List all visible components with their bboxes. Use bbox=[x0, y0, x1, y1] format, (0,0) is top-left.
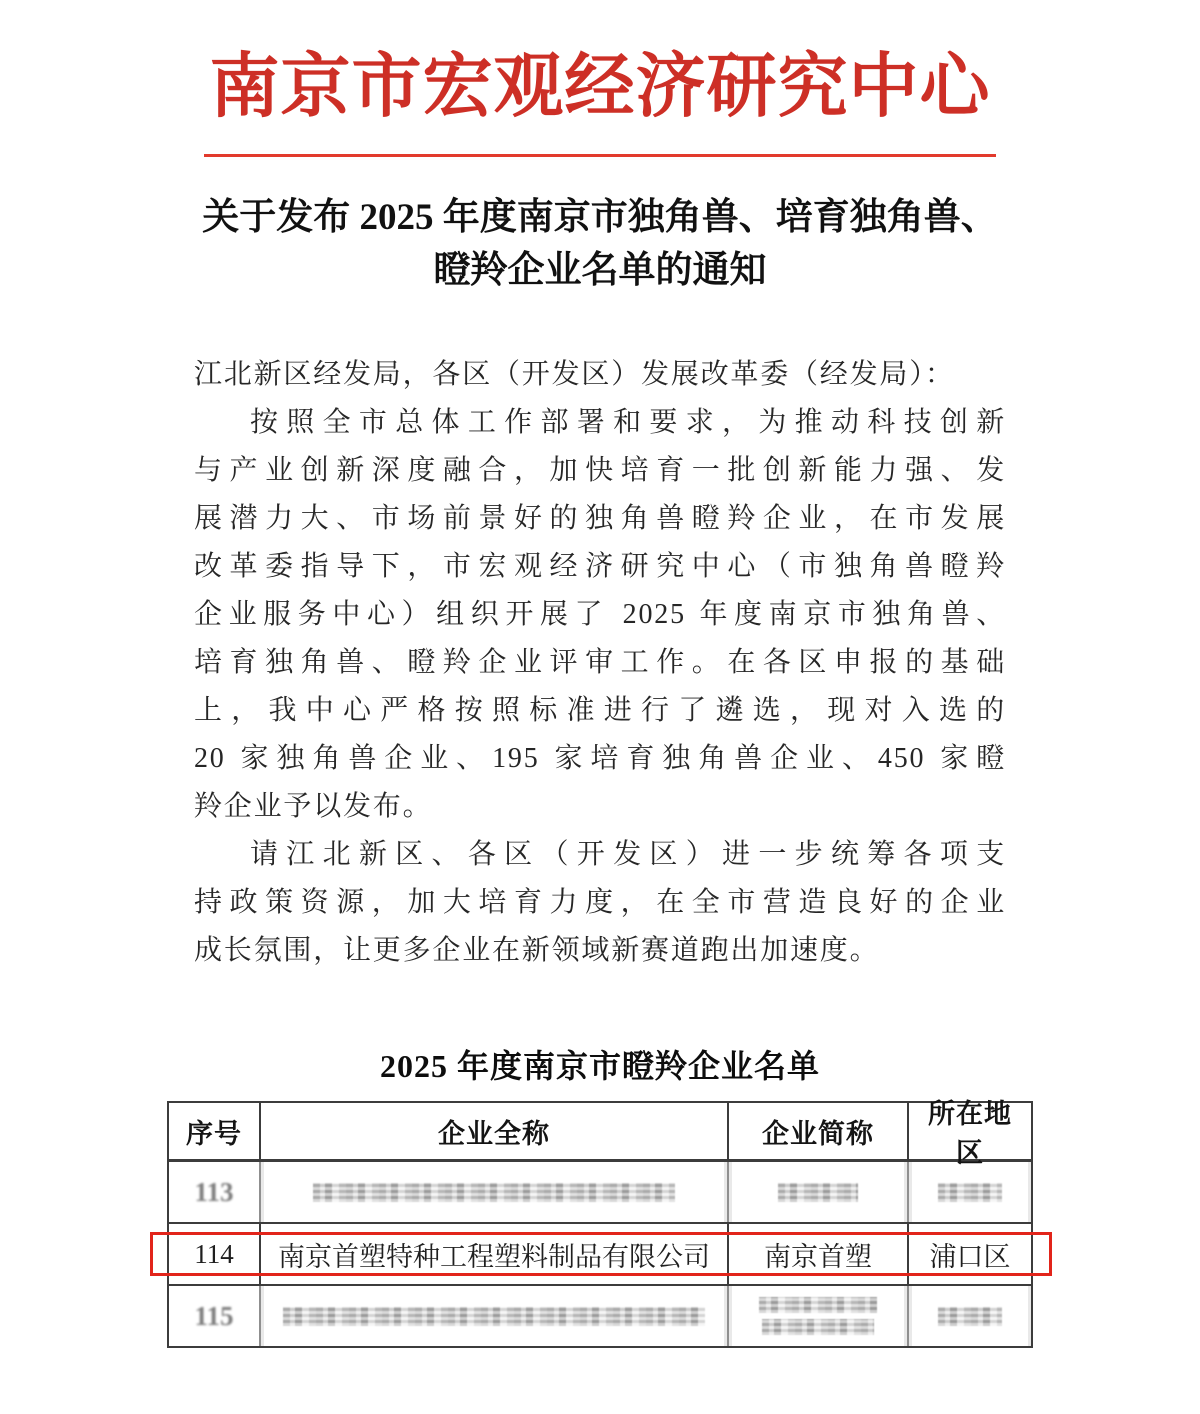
body-line: 按照全市总体工作部署和要求，为推动科技创新 bbox=[250, 407, 1006, 438]
notice-body bbox=[194, 351, 1006, 975]
row-113-short-redacted bbox=[727, 1162, 907, 1222]
document-title-line1: 关于发布 2025 年度南京市独角兽、培育独角兽、 bbox=[202, 197, 998, 238]
body-line: 20 家独角兽企业、195 家培育独角兽企业、450 家瞪 bbox=[194, 743, 1006, 774]
redacted-text-block bbox=[762, 1319, 874, 1335]
row-114-company: 南京首塑特种工程塑料制品有限公司 bbox=[259, 1224, 727, 1284]
body-line: 培育独角兽、瞪羚企业评审工作。在各区申报的基础 bbox=[194, 647, 1006, 678]
gazelle-company-table bbox=[167, 1101, 1033, 1348]
letterhead-divider-line bbox=[204, 154, 996, 157]
body-line: 成长氛围，让更多企业在新领域新赛道跑出加速度。 bbox=[194, 935, 880, 966]
document-title bbox=[150, 191, 1050, 297]
redacted-text-block bbox=[938, 1307, 1002, 1326]
letterhead-org-title: 南京市宏观经济研究中心 bbox=[209, 49, 991, 126]
redacted-text-stack bbox=[759, 1297, 877, 1335]
body-line: 上，我中心严格按照标准进行了遴选，现对入选的 bbox=[194, 695, 1006, 726]
row-113-district-redacted bbox=[907, 1162, 1031, 1222]
body-line: 改革委指导下，市宏观经济研究中心（市独角兽瞪羚 bbox=[194, 551, 1006, 582]
redacted-text-block bbox=[778, 1183, 858, 1202]
row-115-district-redacted bbox=[907, 1286, 1031, 1346]
table-header-row bbox=[169, 1099, 1031, 1168]
body-line: 与产业创新深度融合，加快培育一批创新能力强、发 bbox=[194, 455, 1006, 486]
row-115-company-redacted bbox=[259, 1286, 727, 1346]
row-113-company-redacted bbox=[259, 1162, 727, 1222]
body-line-salutation: 江北新区经发局，各区（开发区）发展改革委（经发局）： bbox=[194, 359, 955, 390]
row-115-short-redacted bbox=[727, 1286, 907, 1346]
table-row-115 bbox=[169, 1284, 1031, 1346]
row-115-number: 115 bbox=[194, 1300, 234, 1331]
header-cell-company: 企业全称 bbox=[259, 1103, 727, 1159]
redacted-text-block bbox=[938, 1183, 1002, 1202]
redacted-text-block bbox=[283, 1307, 705, 1326]
row-114-number: 114 bbox=[194, 1238, 234, 1269]
document-title-line2: 瞪羚企业名单的通知 bbox=[433, 250, 767, 291]
redacted-text-block bbox=[759, 1297, 877, 1313]
body-line: 羚企业予以发布。 bbox=[194, 791, 433, 822]
body-line: 企业服务中心）组织开展了 2025 年度南京市独角兽、 bbox=[194, 599, 1006, 630]
table-row-113 bbox=[169, 1160, 1031, 1222]
body-line: 请江北新区、各区（开发区）进一步统筹各项支 bbox=[250, 839, 1006, 870]
redacted-text-block bbox=[313, 1183, 675, 1202]
header-cell-no: 序号 bbox=[186, 1118, 242, 1149]
body-line: 持政策资源，加大培育力度，在全市营造良好的企业 bbox=[194, 887, 1006, 918]
header-cell-district: 所在地区 bbox=[907, 1103, 1031, 1159]
row-114-district: 浦口区 bbox=[907, 1224, 1031, 1284]
header-cell-short: 企业简称 bbox=[727, 1103, 907, 1159]
row-114-short: 南京首塑 bbox=[727, 1224, 907, 1284]
table-row-114 bbox=[169, 1222, 1031, 1284]
body-line: 展潜力大、市场前景好的独角兽瞪羚企业，在市发展 bbox=[194, 503, 1006, 534]
gazelle-list-title: 2025 年度南京市瞪羚企业名单 bbox=[379, 1048, 820, 1084]
row-113-number: 113 bbox=[194, 1176, 234, 1207]
